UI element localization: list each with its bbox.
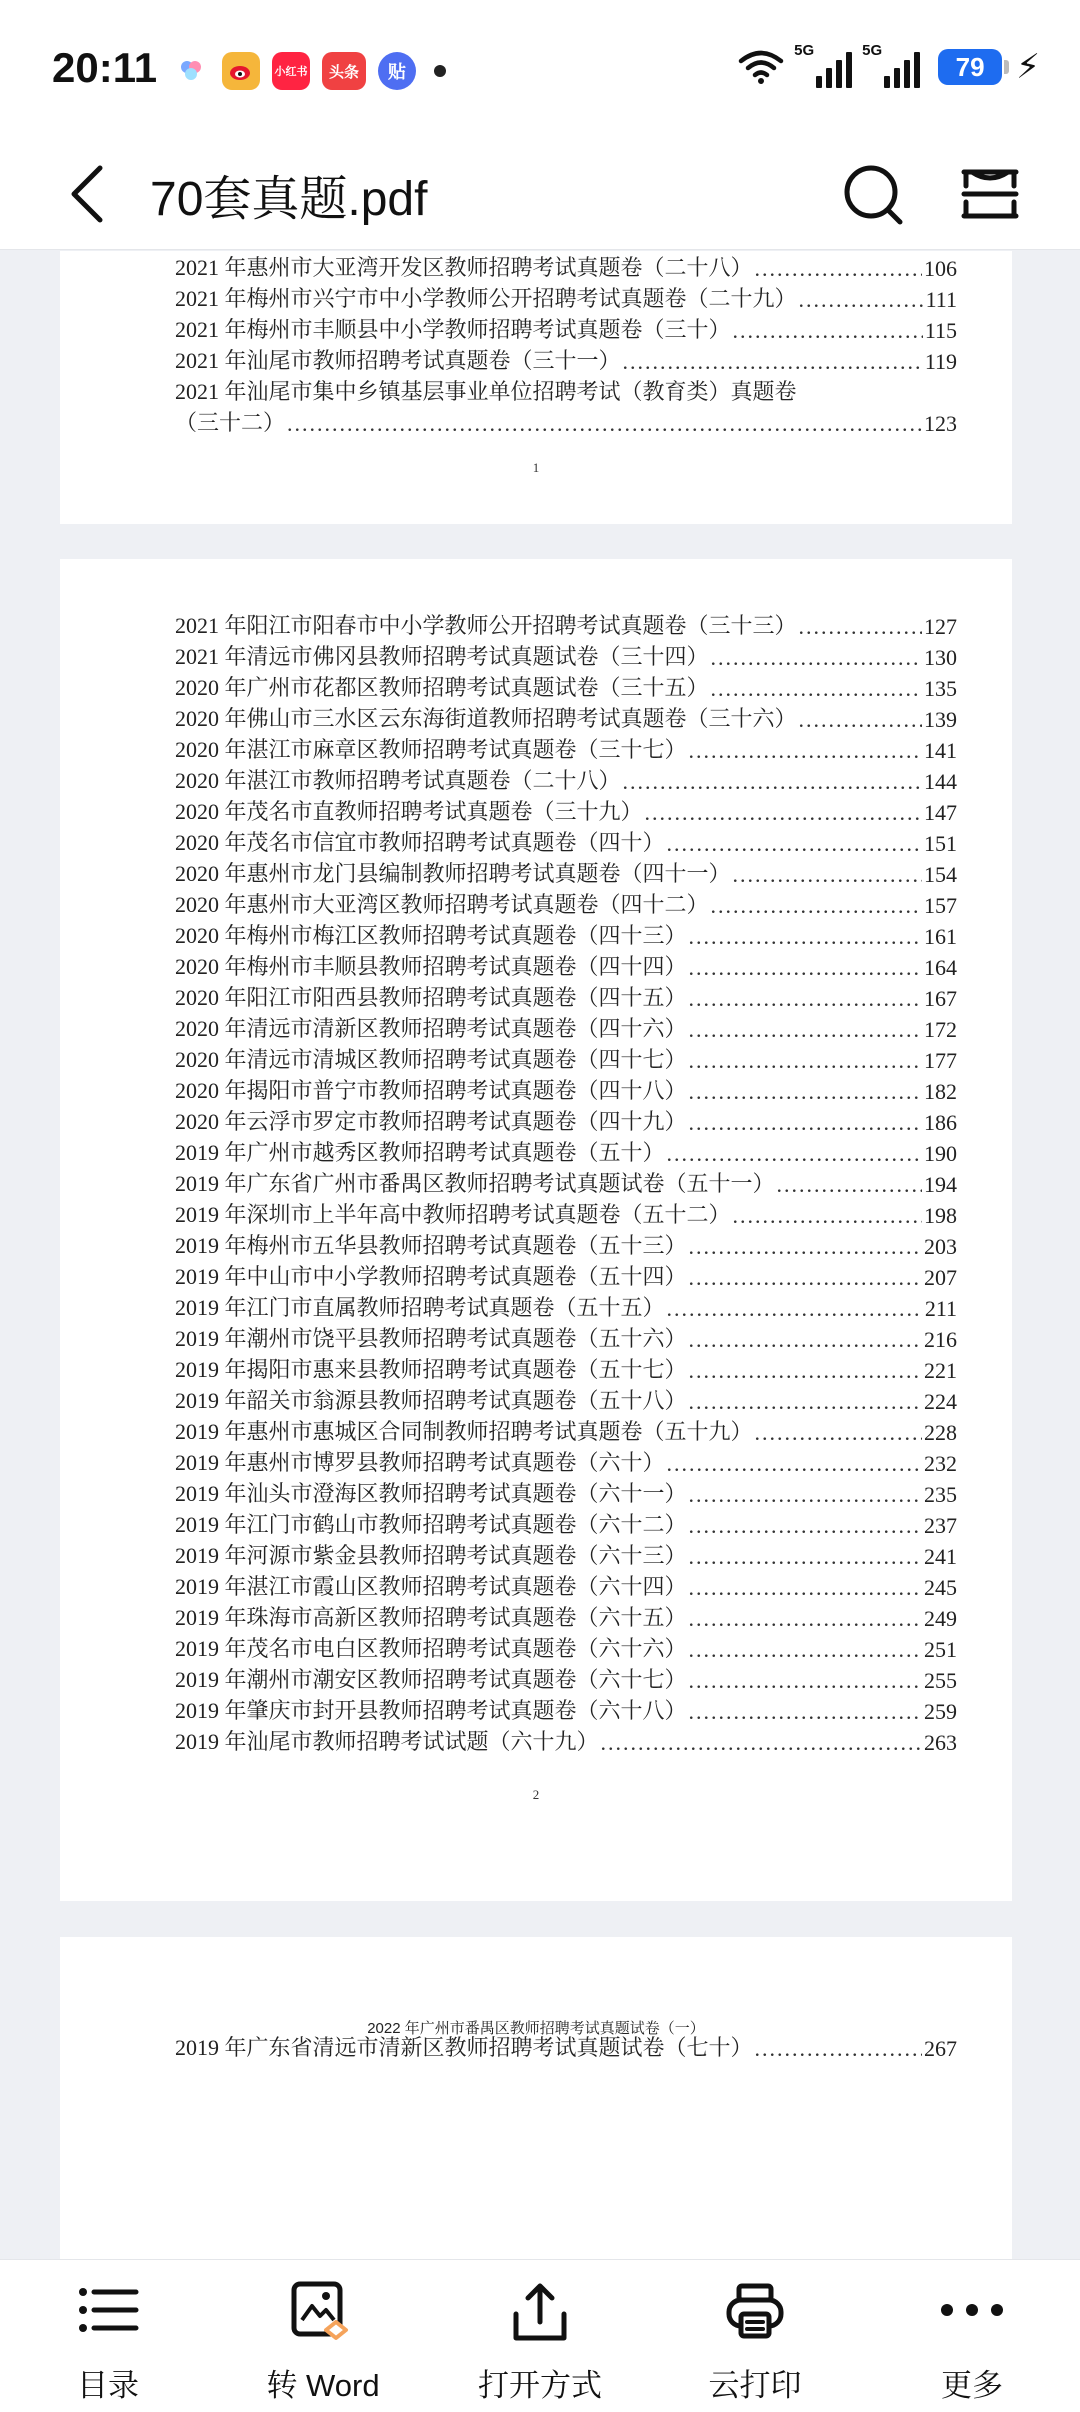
toc-entry[interactable]: 2019 年广州市越秀区教师招聘考试真题卷（五十） ..... 190 <box>175 1136 957 1167</box>
toc-entry[interactable]: 2019 年茂名市电白区教师招聘考试真题卷（六十六） ..... 251 <box>175 1632 957 1663</box>
toc-entry[interactable]: 2019 年珠海市高新区教师招聘考试真题卷（六十五） ..... 249 <box>175 1601 957 1632</box>
toc-entry[interactable]: 2019 年汕头市澄海区教师招聘考试真题卷（六十一） ..... 235 <box>175 1477 957 1508</box>
tieba-icon: 贴 <box>378 52 416 90</box>
document-title: 70套真题.pdf <box>150 173 428 226</box>
toutiao-icon: 头条 <box>322 52 366 90</box>
toc-entry[interactable]: 2019 年江门市直属教师招聘考试真题卷（五十五） ..... 211 <box>175 1291 957 1322</box>
document-header <box>0 140 1080 250</box>
status-indicators <box>738 42 1040 88</box>
toc-entry[interactable]: 2019 年汕尾市教师招聘考试试题（六十九） ..... 263 <box>175 1725 957 1756</box>
expand-icon <box>954 154 1026 234</box>
status-bar <box>0 0 1080 140</box>
toc-entry[interactable]: 2020 年茂名市直教师招聘考试真题卷（三十九） ..... 147 <box>175 795 957 826</box>
toc-entry[interactable]: 2020 年清远市清城区教师招聘考试真题卷（四十七） ..... 177 <box>175 1043 957 1074</box>
toc-entry[interactable]: 2019 年江门市鹤山市教师招聘考试真题卷（六十二） ..... 237 <box>175 1508 957 1539</box>
cloud-print-button[interactable] <box>670 2260 840 2412</box>
image-convert-icon <box>288 2280 358 2344</box>
pdf-page-3 <box>60 1937 1012 2259</box>
toc-entry[interactable]: 2020 年湛江市教师招聘考试真题卷（二十八） ..... 144 <box>175 764 957 795</box>
cloud-print-button-label: 云打印 <box>708 2368 802 2403</box>
toc-entry[interactable]: 2020 年湛江市麻章区教师招聘考试真题卷（三十七） ..... 141 <box>175 733 957 764</box>
search-icon <box>838 154 908 234</box>
open-with-button[interactable] <box>455 2260 625 2412</box>
signal-1-label: 5G <box>794 42 815 59</box>
signal-2-label: 5G <box>862 42 883 59</box>
toc-entry[interactable]: 2019 年梅州市五华县教师招聘考试真题卷（五十三） ..... 203 <box>175 1229 957 1260</box>
more-notifications-dot <box>434 65 446 77</box>
toc-entry[interactable]: 2020 年梅州市梅江区教师招聘考试真题卷（四十三） ..... 161 <box>175 919 957 950</box>
page-number: 2 <box>532 1787 540 1802</box>
toc-entry[interactable]: 2021 年汕尾市教师招聘考试真题卷（三十一） ..... 119 <box>175 344 957 375</box>
pdf-page-2 <box>60 559 1012 1901</box>
signal-2-icon <box>862 42 920 88</box>
toc-entry[interactable]: 2019 年深圳市上半年高中教师招聘考试真题卷（五十二） ..... 198 <box>175 1198 957 1229</box>
toc-entry[interactable]: 2019 年广东省广州市番禺区教师招聘考试真题试卷（五十一） ..... 194 <box>175 1167 957 1198</box>
wifi-icon <box>738 49 784 85</box>
toc-entry[interactable]: 2019 年惠州市博罗县教师招聘考试真题卷（六十） ..... 232 <box>175 1446 957 1477</box>
battery-icon <box>938 49 1002 85</box>
toc-button[interactable] <box>23 2260 193 2412</box>
toc-entry[interactable]: 2019 年惠州市惠城区合同制教师招聘考试真题卷（五十九） ..... 228 <box>175 1415 957 1446</box>
toc-entry[interactable]: 2020 年茂名市信宜市教师招聘考试真题卷（四十） ..... 151 <box>175 826 957 857</box>
charging-icon: ⚡ <box>1016 48 1040 86</box>
toc-entry[interactable]: 2021 年惠州市大亚湾开发区教师招聘考试真题卷（二十八） ..... 106 <box>175 251 957 282</box>
page-running-header: 2022 年广州市番禺区教师招聘考试真题试卷（一） <box>367 2020 705 2037</box>
toc-entry[interactable]: 2019 年潮州市饶平县教师招聘考试真题卷（五十六） ..... 216 <box>175 1322 957 1353</box>
toc-entry[interactable]: 2019 年中山市中小学教师招聘考试真题卷（五十四） ..... 207 <box>175 1260 957 1291</box>
toc-entry[interactable]: 2019 年河源市紫金县教师招聘考试真题卷（六十三） ..... 241 <box>175 1539 957 1570</box>
flower-app-icon <box>172 52 210 90</box>
pdf-page-1 <box>60 251 1012 524</box>
toc-entry[interactable]: 2019 年湛江市霞山区教师招聘考试真题卷（六十四） ..... 245 <box>175 1570 957 1601</box>
toc-entry[interactable]: 2019 年肇庆市封开县教师招聘考试真题卷（六十八） ..... 259 <box>175 1694 957 1725</box>
toc-entry[interactable]: 2020 年云浮市罗定市教师招聘考试真题卷（四十九） ..... 186 <box>175 1105 957 1136</box>
more-icon <box>937 2280 1007 2340</box>
back-button[interactable] <box>60 154 120 234</box>
toc-button-label: 目录 <box>77 2368 139 2403</box>
toc-entry[interactable]: 2021 年阳江市阳春市中小学教师公开招聘考试真题卷（三十三） ..... 127 <box>175 609 957 640</box>
toc-entry[interactable]: 2020 年惠州市龙门县编制教师招聘考试真题卷（四十一） ..... 154 <box>175 857 957 888</box>
more-button-label: 更多 <box>941 2368 1003 2403</box>
signal-1-icon <box>794 42 852 88</box>
toc-list-page-3 <box>175 2031 957 2062</box>
toc-list-page-2 <box>175 609 957 1756</box>
toc-entry-wrapped-line2[interactable]: （三十二） ..... 123 <box>175 406 957 437</box>
open-with-button-label: 打开方式 <box>478 2368 602 2403</box>
back-arrow-icon <box>60 154 120 234</box>
toc-entry[interactable]: 2020 年阳江市阳西县教师招聘考试真题卷（四十五） ..... 167 <box>175 981 957 1012</box>
to-word-button[interactable] <box>238 2260 408 2412</box>
toc-entry-wrapped-line1[interactable]: 2021 年汕尾市集中乡镇基层事业单位招聘考试（教育类）真题卷 <box>175 379 797 404</box>
toc-entry[interactable]: 2021 年梅州市兴宁市中小学教师公开招聘考试真题卷（二十九） ..... 111 <box>175 282 957 313</box>
toc-entry[interactable]: 2020 年佛山市三水区云东海街道教师招聘考试真题卷（三十六） ..... 139 <box>175 702 957 733</box>
toc-entry[interactable]: 2021 年梅州市丰顺县中小学教师招聘考试真题卷（三十） ..... 115 <box>175 313 957 344</box>
list-icon <box>76 2280 140 2340</box>
toc-entry[interactable]: 2019 年潮州市潮安区教师招聘考试真题卷（六十七） ..... 255 <box>175 1663 957 1694</box>
battery-level: 79 <box>955 51 985 82</box>
toc-list-page-1 <box>175 251 957 437</box>
search-button[interactable] <box>838 154 908 234</box>
status-time: 20:11 <box>52 44 158 91</box>
toc-entry[interactable]: 2020 年广州市花都区教师招聘考试真题试卷（三十五） ..... 135 <box>175 671 957 702</box>
share-icon <box>508 2280 572 2344</box>
pdf-viewport[interactable] <box>0 251 1080 2259</box>
weibo-icon <box>222 52 260 90</box>
toc-entry[interactable]: 2020 年揭阳市普宁市教师招聘考试真题卷（四十八） ..... 182 <box>175 1074 957 1105</box>
status-app-icons <box>172 52 446 90</box>
toc-entry[interactable]: 2019 年韶关市翁源县教师招聘考试真题卷（五十八） ..... 224 <box>175 1384 957 1415</box>
bottom-toolbar <box>0 2259 1080 2412</box>
toc-entry[interactable]: 2021 年清远市佛冈县教师招聘考试真题试卷（三十四） ..... 130 <box>175 640 957 671</box>
toc-entry[interactable]: 2020 年清远市清新区教师招聘考试真题卷（四十六） ..... 172 <box>175 1012 957 1043</box>
to-word-button-label: 转 Word <box>266 2368 380 2403</box>
toc-entry[interactable]: 2019 年广东省清远市清新区教师招聘考试真题试卷（七十） ..... 267 <box>175 2031 957 2062</box>
page-number: 1 <box>532 460 540 475</box>
more-button[interactable] <box>887 2260 1057 2412</box>
xiaohongshu-icon: 小红书 <box>272 52 310 90</box>
printer-icon <box>723 2280 787 2344</box>
fullscreen-button[interactable] <box>954 154 1026 234</box>
toc-entry[interactable]: 2019 年揭阳市惠来县教师招聘考试真题卷（五十七） ..... 221 <box>175 1353 957 1384</box>
toc-entry[interactable]: 2020 年梅州市丰顺县教师招聘考试真题卷（四十四） ..... 164 <box>175 950 957 981</box>
toc-entry[interactable]: 2020 年惠州市大亚湾区教师招聘考试真题卷（四十二） ..... 157 <box>175 888 957 919</box>
